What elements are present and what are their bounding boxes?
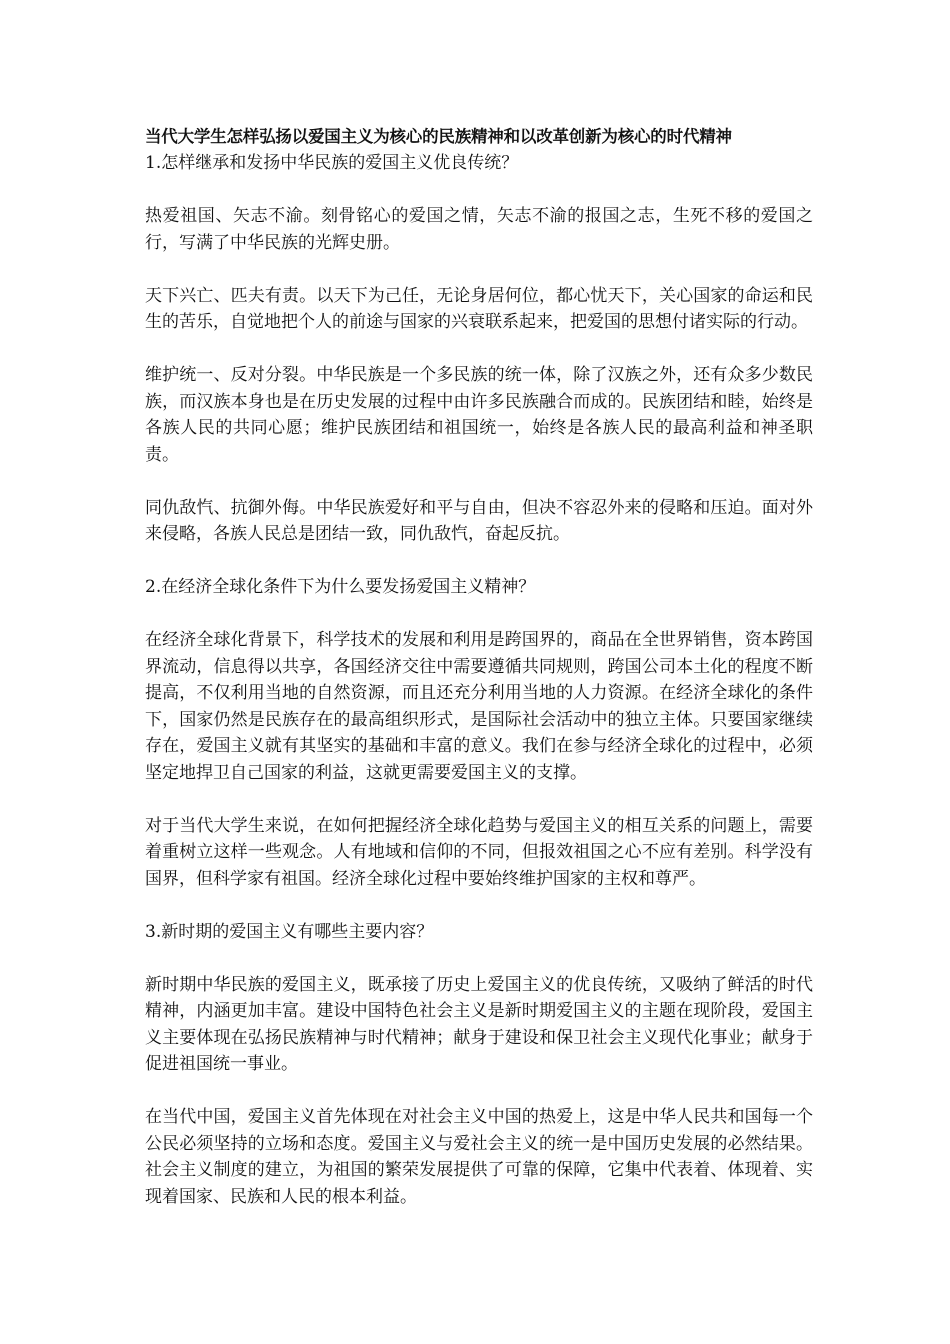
section-1-paragraph-2: 天下兴亡、匹夫有责。以天下为己任，无论身居何位，都心忧天下，关心国家的命运和民生的苦乐，自觉地把个人的前途与国家的兴衰联系起来，把爱国的思想付诸实际的行动。 [145, 285, 813, 332]
section-3-paragraph-1: 新时期中华民族的爱国主义，既承接了历史上爱国主义的优良传统，又吸纳了鲜活的时代精神，内涵更加丰富。建设中国特色社会主义是新时期爱国主义的主题在现阶段，爱国主义主要体现在弘扬民族精神与时代精神；献身于建设和保卫社会主义现代化事业；献身于促进祖国统一事业。 [145, 974, 813, 1074]
section-3-paragraph-2: 在当代中国，爱国主义首先体现在对社会主义中国的热爱上，这是中华人民共和国每一个公民必须坚持的立场和态度。爱国主义与爱社会主义的统一是中国历史发展的必然结果。社会主义制度的建立，为祖国的繁荣发展提供了可靠的保障，它集中代表着、体现着、实现着国家、民族和人民的根本利益。 [145, 1107, 813, 1207]
section-2-paragraph-1: 在经济全球化背景下，科学技术的发展和利用是跨国界的，商品在全世界销售，资本跨国界流动，信息得以共享，各国经济交往中需要遵循共同规则，跨国公司本土化的程度不断提高，不仅利用当地的自然资源，而且还充分利用当地的人力资源。在经济全球化的条件下，国家仍然是民族存在的最高组织形式，是国际社会活动中的独立主体。只要国家继续存在，爱国主义就有其坚实的基础和丰富的意义。我们在参与经济全球化的过程中，必须坚定地捍卫自己国家的利益，这就更需要爱国主义的支撑。 [145, 630, 813, 783]
document-page [145, 124, 813, 1210]
document-title: 当代大学生怎样弘扬以爱国主义为核心的民族精神和以改革创新为核心的时代精神 [145, 127, 732, 146]
section-3-question: 3.新时期的爱国主义有哪些主要内容？ [145, 921, 434, 942]
section-1-question: 1.怎样继承和发扬中华民族的爱国主义优良传统？ [145, 153, 519, 173]
section-2-question: 2.在经济全球化条件下为什么要发扬爱国主义精神？ [145, 577, 536, 597]
section-2-paragraph-2: 对于当代大学生来说，在如何把握经济全球化趋势与爱国主义的相互关系的问题上，需要着重树立这样一些观念。人有地域和信仰的不同，但报效祖国之心不应有差别。科学没有国界，但科学家有祖国。经济全球化过程中要始终维护国家的主权和尊严。 [145, 815, 813, 889]
section-1-paragraph-4: 同仇敌忾、抗御外侮。中华民族爱好和平与自由，但决不容忍外来的侵略和压迫。面对外来侵略，各族人民总是团结一致，同仇敌忾，奋起反抗。 [145, 497, 813, 544]
section-1-paragraph-1: 热爱祖国、矢志不渝。刻骨铭心的爱国之情，矢志不渝的报国之志，生死不移的爱国之行，写满了中华民族的光辉史册。 [145, 206, 813, 253]
section-1-paragraph-3: 维护统一、反对分裂。中华民族是一个多民族的统一体，除了汉族之外，还有众多少数民族，而汉族本身也是在历史发展的过程中由许多民族融合而成的。民族团结和睦，始终是各族人民的共同心愿；维护民族团结和祖国统一，始终是各族人民的最高利益和神圣职责。 [145, 365, 813, 465]
